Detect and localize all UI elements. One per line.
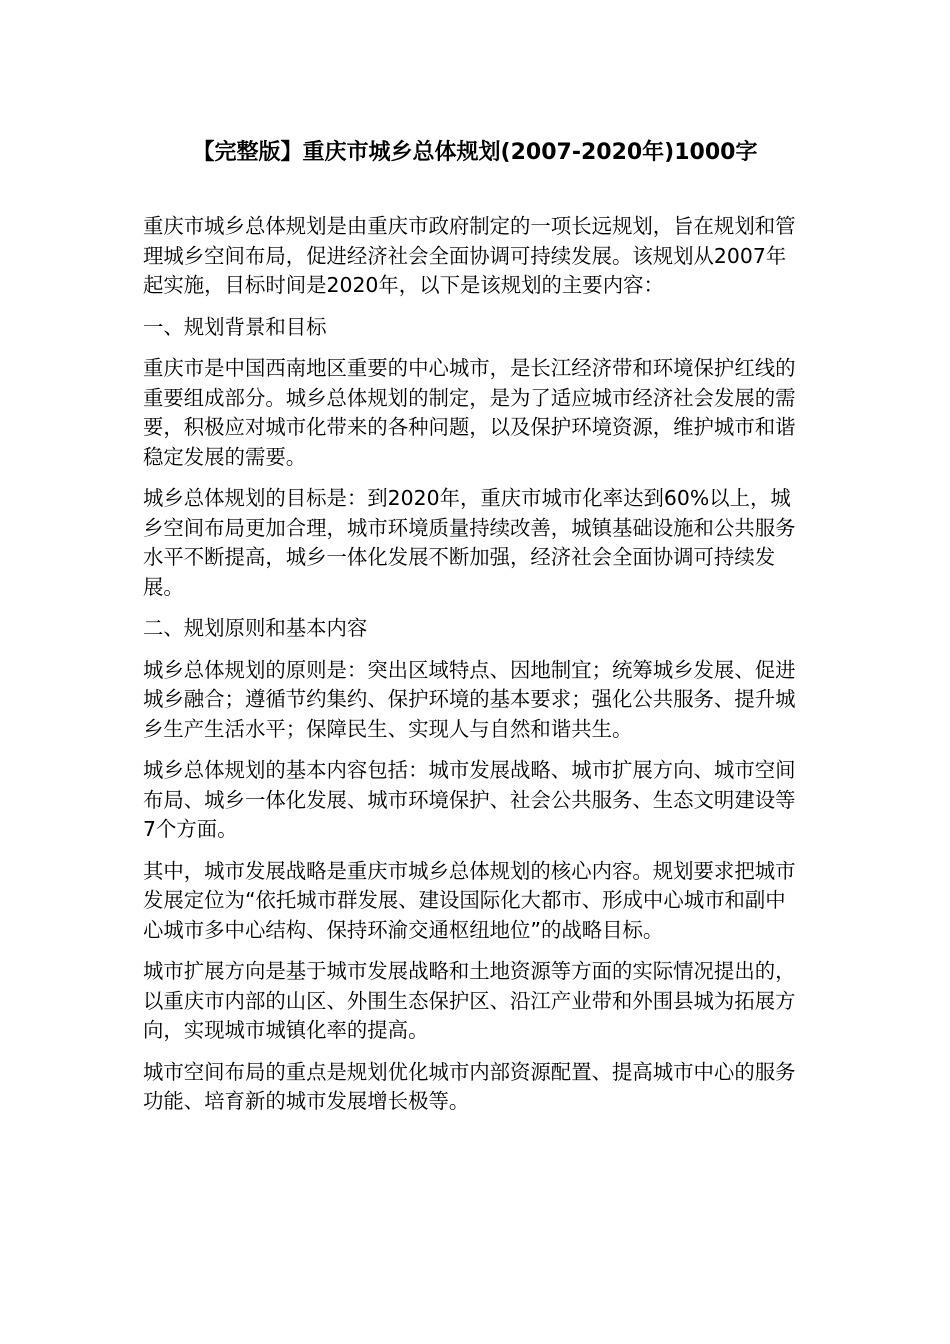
section-heading-background: 一、规划背景和目标: [143, 314, 327, 339]
document-title: 【完整版】重庆市城乡总体规划(2007-2020年)1000字: [192, 140, 758, 165]
paragraph-spatial-layout: 城市空间布局的重点是规划优化城市内部资源配置、提高城市中心的服务功能、培育新的城市发展增长极等。: [143, 1059, 796, 1113]
paragraph-goals: 城乡总体规划的目标是：到2020年，重庆市城市化率达到60%以上，城乡空间布局更加合理，城市环境质量持续改善，城镇基础设施和公共服务水平不断提高，城乡一体化发展不断加强，经济社会全面协调可持续发展。: [143, 486, 796, 599]
paragraph-expansion-direction: 城市扩展方向是基于城市发展战略和土地资源等方面的实际情况提出的，以重庆市内部的山区、外围生态保护区、沿江产业带和外围县城为拓展方向，实现城市城镇化率的提高。: [143, 959, 796, 1042]
section-heading-principles: 二、规划原则和基本内容: [143, 616, 368, 640]
paragraph-basic-content: 城乡总体规划的基本内容包括：城市发展战略、城市扩展方向、城市空间布局、城乡一体化发展、城市环境保护、社会公共服务、生态文明建设等7个方面。: [143, 758, 796, 841]
paragraph-background: 重庆市是中国西南地区重要的中心城市，是长江经济带和环境保护红线的重要组成部分。城乡总体规划的制定，是为了适应城市经济社会发展的需要，积极应对城市化带来的各种问题，以及保护环境资源，维护城市和谐稳定发展的需要。: [143, 356, 796, 469]
paragraph-principles: 城乡总体规划的原则是：突出区域特点、因地制宜；统筹城乡发展、促进城乡融合；遵循节约集约、保护环境的基本要求；强化公共服务、提升城乡生产生活水平；保障民生、实现人与自然和谐共生。: [143, 657, 796, 741]
paragraph-development-strategy: 其中，城市发展战略是重庆市城乡总体规划的核心内容。规划要求把城市发展定位为“依托城市群发展、建设国际化大都市、形成中心城市和副中心城市多中心结构、保持环渝交通枢纽地位”的战略目标。: [143, 858, 796, 942]
document-body: [143, 212, 803, 1129]
paragraph-intro: 重庆市城乡总体规划是由重庆市政府制定的一项长远规划，旨在规划和管理城乡空间布局，促进经济社会全面协调可持续发展。该规划从2007年起实施，目标时间是2020年，以下是该规划的主要内容：: [143, 214, 796, 297]
